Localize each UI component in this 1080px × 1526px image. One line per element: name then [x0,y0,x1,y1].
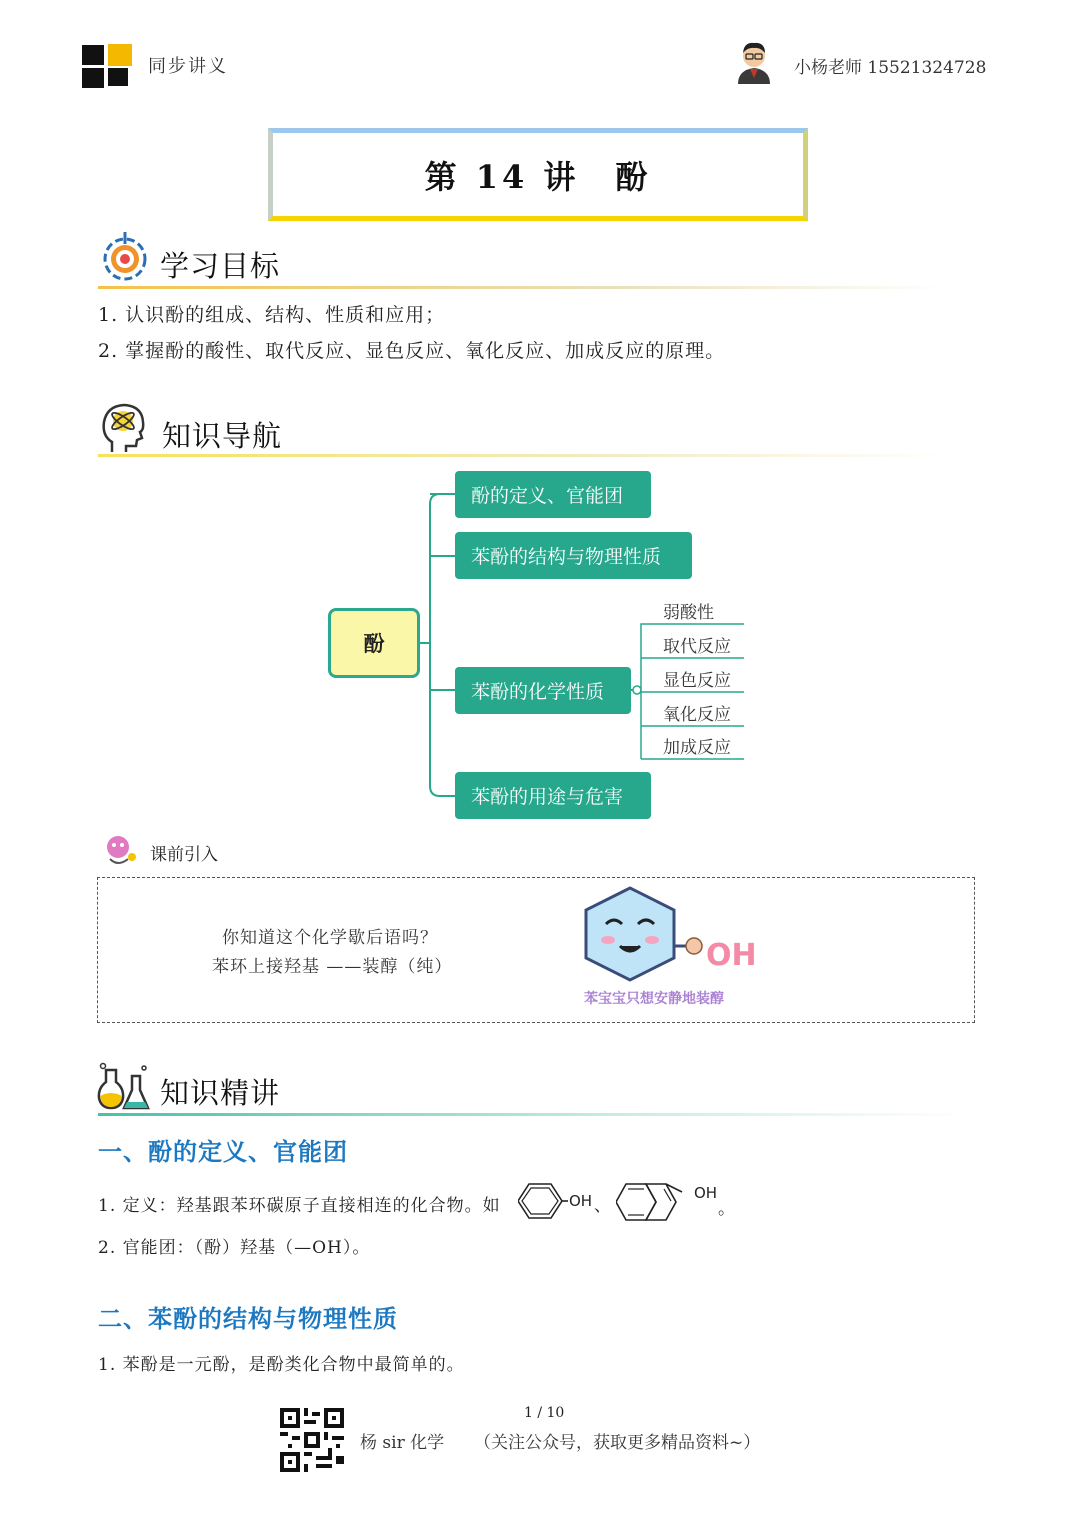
mascot-oh-label: OH [706,938,757,973]
intro-answer: 苯环上接羟基 ——装醇（纯） [212,957,453,977]
footer-note: （关注公众号，获取更多精品资料~） [474,1433,761,1453]
mascot-caption: 苯宝宝只想安静地装醇 [584,991,724,1007]
intro-heading: 课前引入 [150,845,218,865]
brand-name: 同步讲义 [148,56,228,77]
mindmap-leaf-color: 显色反应 [663,671,731,691]
mindmap-leaf-substitution: 取代反应 [663,637,731,657]
section-1-functional-group: 2. 官能团：（酚）羟基（—OH）。 [98,1238,371,1258]
intro-question: 你知道这个化学歇后语吗？ [222,928,438,948]
navigation-heading: 知识导航 [162,419,283,453]
mindmap-branch-usage: 苯酚的用途与危害 [455,772,651,819]
flask-icon [96,1062,152,1112]
mindmap-branch-chemical: 苯酚的化学性质 [455,667,631,714]
objective-item-1: 1. 认识酚的组成、结构、性质和应用； [98,304,446,326]
footer-account: 杨 sir 化学 [360,1433,445,1453]
teacher-contact: 小杨老师 15521324728 [794,58,987,78]
section-1-definition: 1. 定义：羟基跟苯环碳原子直接相连的化合物。如 [98,1196,501,1216]
intro-box [97,877,975,1023]
mindmap-leaf-addition: 加成反应 [663,738,731,758]
section-2-line-1: 1. 苯酚是一元酚，是酚类化合物中最简单的。 [98,1355,465,1375]
mascot-icon [102,833,138,869]
section-1-title: 一、酚的定义、官能团 [98,1138,348,1166]
naphthol-structure [616,1182,696,1222]
phenol-oh-label: OH [569,1192,593,1210]
definition-end: 。 [718,1199,736,1219]
definition-separator: 、 [594,1196,612,1216]
lecture-underline [98,1113,968,1116]
section-2-title: 二、苯酚的结构与物理性质 [98,1305,398,1333]
lecture-heading: 知识精讲 [160,1076,281,1110]
mindmap-branch-structure: 苯酚的结构与物理性质 [455,532,692,579]
lecture-title: 第 14 讲 酚 [424,157,652,196]
mindmap-leaf-oxidation: 氧化反应 [663,705,731,725]
page-number: 1 / 10 [524,1405,565,1421]
mindmap-leaf-acidity: 弱酸性 [663,603,714,623]
phenol-structure [518,1183,568,1219]
objective-item-2: 2. 掌握酚的酸性、取代反应、显色反应、氧化反应、加成反应的原理。 [98,340,726,362]
qr-code-image [280,1408,344,1472]
objectives-heading: 学习目标 [160,249,281,283]
mindmap-branch-definition: 酚的定义、官能团 [455,471,651,518]
naphthol-oh-label: OH [694,1184,718,1202]
mindmap-root: 酚 [328,608,420,678]
